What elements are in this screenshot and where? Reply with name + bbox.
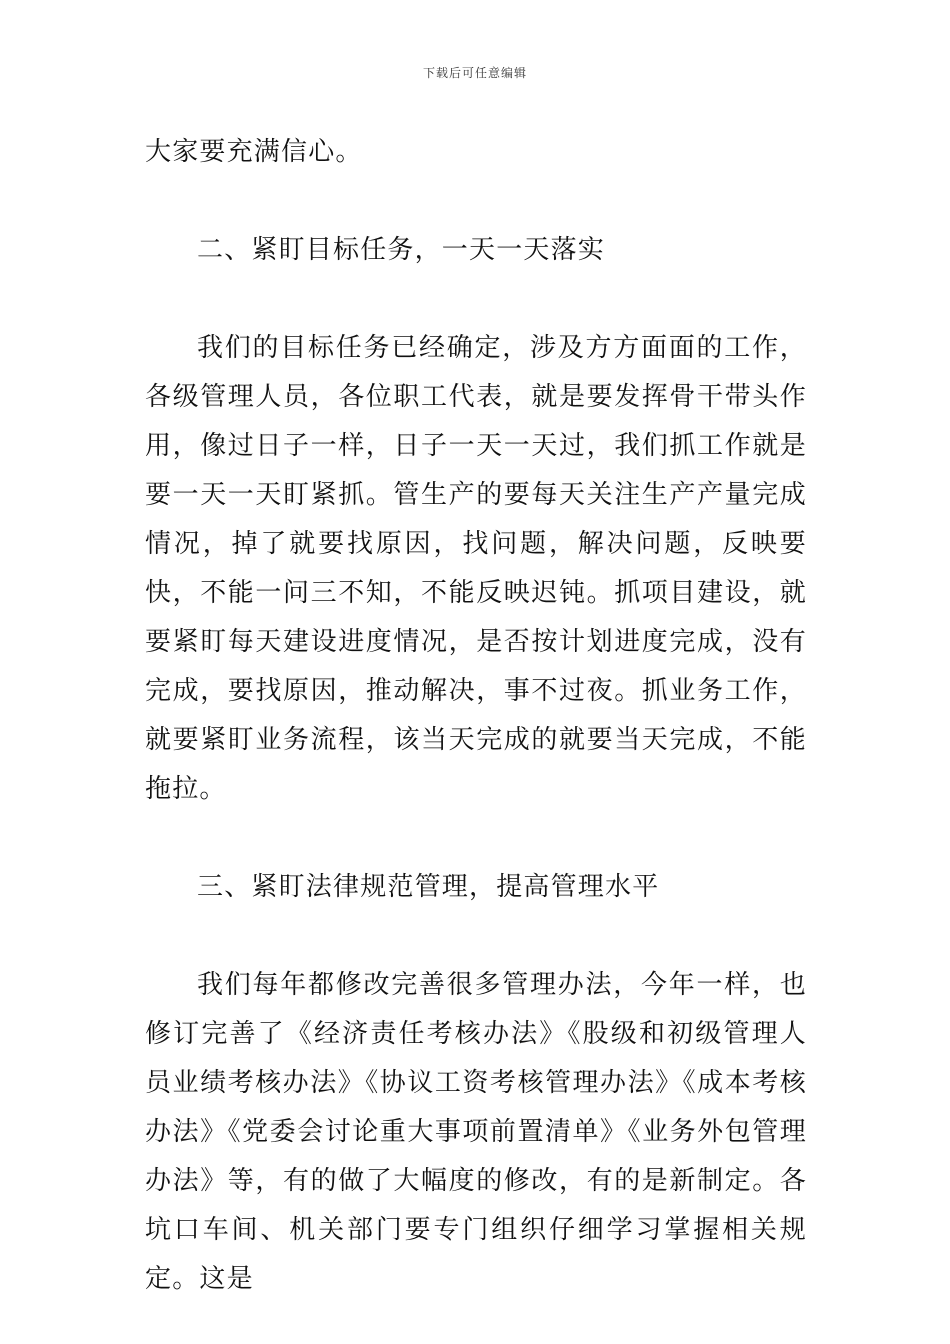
paragraph-gap [145, 275, 807, 324]
page-header: 下载后可任意编辑 [422, 66, 527, 80]
section-heading-3: 三、紧盯法律规范管理，提高管理水平 [197, 872, 660, 902]
paragraph-gap [145, 912, 807, 961]
paragraph-intro: 大家要充满信心。 [145, 137, 363, 167]
document-body [145, 128, 807, 1304]
paragraph-regulations: 我们每年都修改完善很多管理办法，今年一样，也修订完善了《经济责任考核办法》《股级和初级管理人员业绩考核办法》《协议工资考核管理办法》《成本考核办法》《党委会讨论重大事项前置清单》《业务外包管理办法》等，有的做了大幅度的修改，有的是新制定。各坑口车间、机关部门要专门组织仔细学习掌握相关规定。这是 [145, 970, 807, 1294]
paragraph-gap [145, 814, 807, 863]
section-heading-2: 二、紧盯目标任务，一天一天落实 [197, 235, 606, 265]
paragraph-targets: 我们的目标任务已经确定，涉及方方面面的工作，各级管理人员，各位职工代表，就是要发挥骨干带头作用，像过日子一样，日子一天一天过，我们抓工作就是要一天一天盯紧抓。管生产的要每天关注生产产量完成情况，掉了就要找原因，找问题，解决问题，反映要快，不能一问三不知，不能反映迟钝。抓项目建设，就要紧盯每天建设进度情况，是否按计划进度完成，没有完成，要找原因，推动解决，事不过夜。抓业务工作，就要紧盯业务流程，该当天完成的就要当天完成，不能拖拉。 [145, 333, 807, 804]
paragraph-gap [145, 177, 807, 226]
